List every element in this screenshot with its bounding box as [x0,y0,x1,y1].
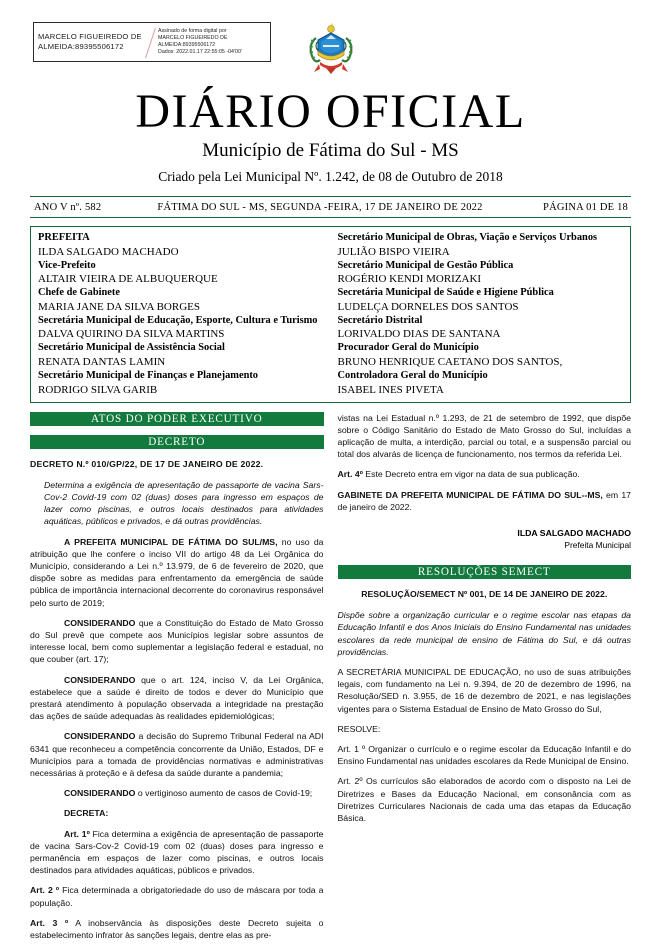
article-number: Art. 2 º [30,885,60,896]
decree-article-4 [338,468,632,480]
digital-signature-stamp [33,22,271,62]
whereas-text: que o art. 124, inciso V, da Lei Orgânica, estabelece que a saúde é direito de todos e dever do Município que prestará atendimento à população observada a integridade na prestação das ações de saúde adequadas às realidades epidemiológicas; [30,674,324,722]
masthead-subtitle: Município de Fátima do Sul - MS [202,140,459,161]
official-name: LUDELÇA DORNELES DOS SANTOS [337,300,519,313]
official-role: Secretária Municipal de Saúde e Higiene Pública [337,287,554,299]
page-title: DIÁRIO OFICIAL [135,85,526,138]
official-role: Secretária Municipal de Educação, Esporte, Cultura e Turismo [38,314,318,326]
decree-enacts-keyword: DECRETA: [64,808,109,819]
article-text: Fica determinada a obrigatoriedade do uso de máscara por toda a população. [30,885,324,908]
official-role: Secretário Municipal de Assistência Social [38,342,225,354]
decree-cabinet-line [338,489,632,513]
article-number: Art. 4º [337,469,363,480]
official-name: ILDA SALGADO MACHADO [38,245,179,258]
official-role: Vice-Prefeito [38,259,96,271]
officials-column-right [331,231,631,397]
official-role: Procurador Geral do Município [337,342,479,354]
article-number: Art. 3 º [30,917,69,928]
article-text: Este Decreto entra em vigor na data de sua publicação. [362,469,580,480]
section-banner-executive-acts: ATOS DO PODER EXECUTIVO [30,412,324,426]
signature-meta-line-2: MARCELO FIGUEIREDO DE [158,34,228,41]
signature-meta-line-4: Dados: 2022.01.17 22:55:05 -04'00' [158,49,242,56]
decree-whereas-2 [30,674,324,723]
decree-signer-name: ILDA SALGADO MACHADO [517,527,631,538]
official-role: Secretário Municipal de Finanças e Planejamento [38,369,259,381]
official-name: RODRIGO SILVA GARIB [38,383,158,396]
decree-article-3 [30,917,324,941]
official-name: JULIÃO BISPO VIEIRA [337,245,450,258]
decree-preamble-body: no uso da atribuição que lhe confere o inciso VII do artigo 48 da Lei Orgânica do Município, considerando a Lei n.º 13.979, de 6 de fevereiro de 2020, que dispõe sobre as medidas para enfrentamento da emergência de saúde pública de importância internacional decorrente do coronavirus responsável pelo surto de 2019; [30,536,324,608]
section-banner-resolutions: RESOLUÇÕES SEMECT [338,565,632,579]
issue-city-date: FÁTIMA DO SUL - MS, SEGUNDA -FEIRA, 17 DE JANEIRO DE 2022 [157,201,483,213]
official-name: ALTAIR VIEIRA DE ALBUQUERQUE [38,273,218,286]
cabinet-date: em 17 de janeiro de 2022. [337,489,632,512]
whereas-text: a decisão do Supremo Tribunal Federal na ADI 6341 que reconheceu a competência concorrente da União, Estados, DF e Municípios para a tomada de providências normativas e administrativas necessárias à proteção e à defesa da saúde durante a pandemia; [30,731,324,779]
official-role: Chefe de Gabinete [38,287,120,299]
issue-info-bar [30,196,631,218]
whereas-keyword: CONSIDERANDO [64,674,136,685]
decree-article-1 [30,828,324,877]
official-name: ROGÉRIO KENDI MORIZAKI [337,273,482,286]
column-right [338,412,632,949]
official-name: MARIA JANE DA SILVA BORGES [38,300,200,313]
decree-whereas-1 [30,617,324,666]
signature-name-line-2: ALMEIDA:89395506172 [38,42,124,51]
decree-whereas-4 [30,787,324,799]
signature-subject-name [34,32,156,52]
decree-preamble [30,536,324,609]
official-name: BRUNO HENRIQUE CAETANO DOS SANTOS, [337,355,563,368]
official-name: DALVA QUIRINO DA SILVA MARTINS [38,328,225,341]
whereas-keyword: CONSIDERANDO [64,788,136,799]
decree-title: DECRETO N.º 010/GP/22, DE 17 DE JANEIRO DE 2022. [30,458,264,469]
body-columns [30,412,631,949]
official-role: Controladora Geral do Município [337,369,488,381]
officials-column-left [31,231,331,397]
resolution-article-2: Art. 2º Os currículos são elaborados de acordo com o disposto na Lei de Diretrizes e Bases da Educação Nacional, em consonância com as Diretrizes Curriculares Nacionais de cada uma das etapas da Educação Básica. [337,776,631,824]
masthead-law-reference: Criado pela Lei Municipal Nº. 1.242, de 08 de Outubro de 2018 [158,169,503,184]
official-role: PREFEITA [38,232,90,243]
resolution-preamble: A SECRETÁRIA MUNICIPAL DE EDUCAÇÃO, no uso de suas atribuições legais, com fundamento na Lei n. 9.394, de 20 de dezembro de 1996, na Resolução/SED n. 3.955, de 16 de dezembro de 2021, e nas legislações vigentes para o Sistema Estadual de Ensino de Mato Grosso do Sul, [337,667,631,714]
decree-signer-role: Prefeita Municipal [564,539,631,550]
cabinet-keyword: GABINETE DA PREFEITA MUNICIPAL DE FÁTIMA DO SUL--MS, [337,489,603,500]
decree-article-3-continuation: vistas na Lei Estadual n.º 1.293, de 21 de setembro de 1992, que dispõe sobre o Código Sanitário do Estado de Mato Grosso do Sul, incluídas a aplicação de multa, a interdição, parcial ou total, e a suspensão parcial ou total dos alvarás de licença de funcionamento, nos termos da referida Lei. [337,412,631,460]
resolution-resolve-keyword: RESOLVE: [337,723,381,734]
official-role: Secretário Municipal de Obras, Viação e Serviços Urbanos [337,232,598,243]
article-text: A inobservância às disposições deste Decreto sujeita o estabelecimento infrator às sanções legais, dentre elas as pre- [30,917,324,941]
official-role: Secretário Distrital [337,314,423,326]
resolution-title: RESOLUÇÃO/SEMECT Nº 001, DE 14 DE JANEIRO DE 2022. [361,588,608,599]
resolution-article-1: Art. 1 º Organizar o currículo e o regime escolar da Educação Infantil e do Ensino Fundamental nas unidades escolares da Rede Municipal de Ensino. [337,744,631,767]
official-name: ISABEL INES PIVETA [337,383,444,396]
resolution-summary: Dispõe sobre a organização curricular e o regime escolar nas etapas da Educação Infantil e dos Anos Iniciais do Ensino Fundamental nas unidades escolares da rede municipal de ensino de Fátima do Sul, e dá outras providências. [337,610,631,657]
article-number: Art. 1º [64,828,90,839]
signature-meta-line-1: Assinado de forma digital por [158,27,227,34]
decree-whereas-3 [30,730,324,779]
signature-name-line-1: MARCELO FIGUEIREDO DE [38,32,142,41]
decree-article-2 [30,884,324,908]
official-name: RENATA DANTAS LAMIN [38,355,166,368]
section-banner-decree: DECRETO [30,435,324,449]
official-name: LORIVALDO DIAS DE SANTANA [337,328,501,341]
whereas-text: que a Constituição do Estado de Mato Grosso do Sul prevê que compete aos Municípios legislar sobre assuntos de interesse local, bem como suplementar a legislação federal e estadual, no que couber (art. 17); [30,617,324,665]
column-left [30,412,324,949]
issue-year-number: ANO V nº. 582 [34,201,102,213]
decree-summary: Determina a exigência de apresentação de passaporte de vacina Sars-Cov-2 Covid-19 com 02 (duas) doses para ingresso em espaços de lazer como piscinas, e outros locais destinados para atividades aquáticas, públicos e privados, e dá outras providências. [44,479,324,527]
signature-metadata [156,28,270,57]
article-text: Fica determina a exigência de apresentação de passaporte de vacina Sars-Cov-2 Covid-19 com 02 (duas) doses para ingresso e permanência em espaços de lazer como piscinas, e outros locais destinados para atividades aquáticas, públicos e privados. [30,828,324,876]
whereas-keyword: CONSIDERANDO [64,617,136,628]
whereas-text: o vertiginoso aumento de casos de Covid-19; [135,788,313,799]
coat-of-arms-icon [302,18,360,80]
official-role: Secretário Municipal de Gestão Pública [337,259,514,271]
signature-meta-line-3: ALMEIDA:89395506172 [158,42,216,48]
whereas-keyword: CONSIDERANDO [64,731,136,742]
issue-page-number: PÁGINA 01 DE 18 [543,201,628,213]
decree-preamble-authority: A PREFEITA MUNICIPAL DE FÁTIMA DO SUL/MS, [64,536,278,547]
officials-directory [30,226,631,403]
